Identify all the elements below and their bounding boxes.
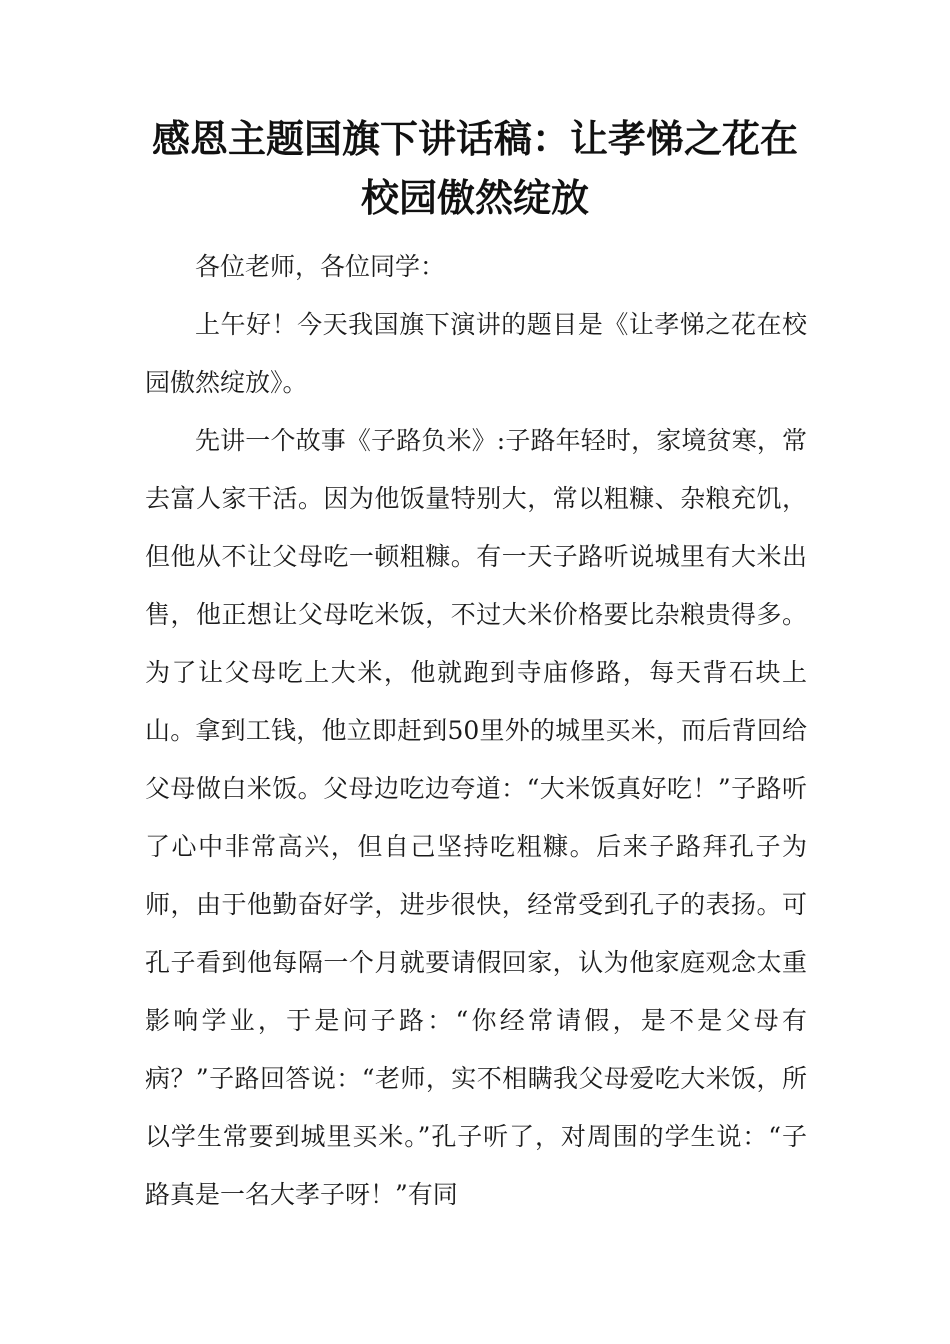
story-paragraph: 先讲一个故事《子路负米》:子路年轻时，家境贫寒，常去富人家干活。因为他饭量特别大，常以粗糠、杂粮充饥，但他从不让父母吃一顿粗糠。有一天子路听说城里有大米出售，他正想让父母吃米饭，不过大米价格要比杂粮贵得多。为了让父母吃上大米，他就跑到寺庙修路，每天背石块上山。拿到工钱，他立即赶到50里外的城里买米，而后背回给父母做白米饭。父母边吃边夸道：“大米饭真好吃！”子路听了心中非常高兴，但自己坚持吃粗糠。后来子路拜孔子为师，由于他勤奋好学，进步很快，经常受到孔子的表扬。可孔子看到他每隔一个月就要请假回家，认为他家庭观念太重影响学业，于是问子路：“你经常请假，是不是父母有病？”子路回答说：“老师，实不相瞒我父母爱吃大米饭，所以学生常要到城里买米。”孔子听了，对周围的学生说：“子路真是一名大孝子呀！”有同 xyxy=(145,426,807,1209)
greeting-paragraph: 各位老师，各位同学： xyxy=(195,252,446,281)
title-line-1: 感恩主题国旗下讲话稿：让孝悌之花在 xyxy=(151,117,798,161)
document-body xyxy=(145,238,807,1224)
title-line-2: 校园傲然绽放 xyxy=(360,176,589,220)
document-title xyxy=(130,110,820,228)
intro-paragraph: 上午好！今天我国旗下演讲的题目是《让孝悌之花在校园傲然绽放》。 xyxy=(145,310,807,397)
